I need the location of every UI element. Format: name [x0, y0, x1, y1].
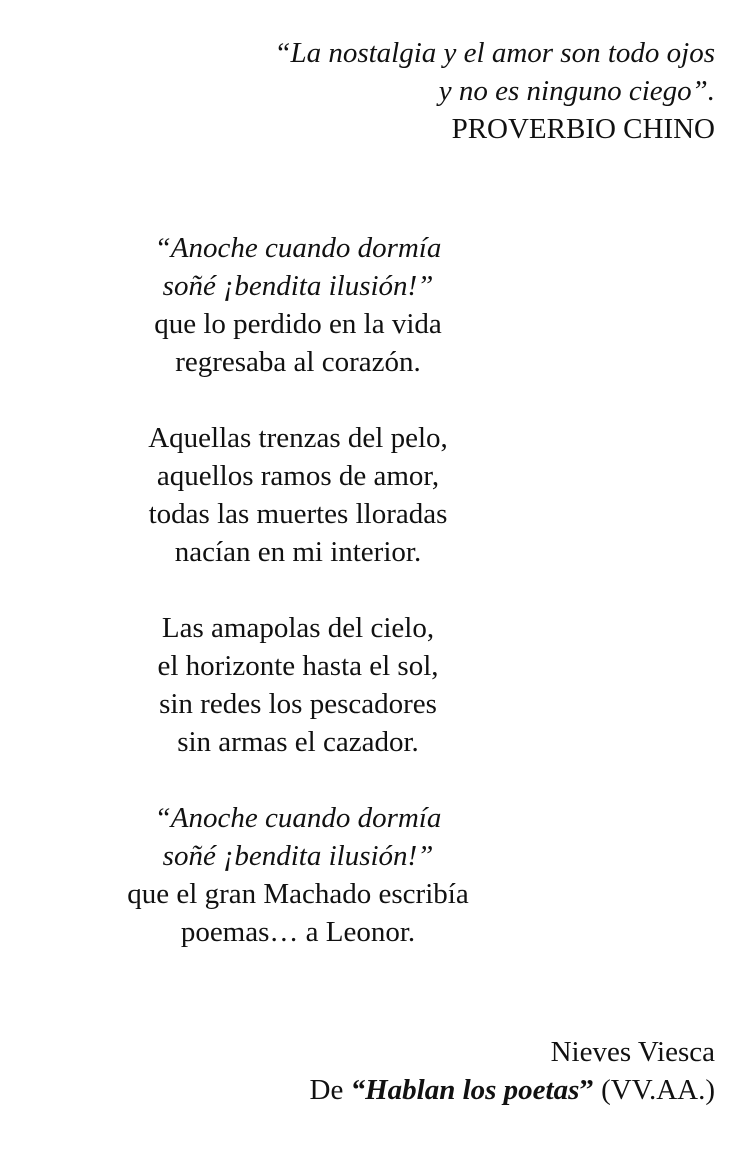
source-suffix: (VV.AA.)	[593, 1074, 715, 1106]
verse: Aquellas trenzas del pelo,	[148, 422, 448, 454]
stanza-3	[0, 609, 596, 761]
verse: sin armas el cazador.	[177, 726, 419, 758]
source-line	[310, 1071, 716, 1109]
verse: Las amapolas del cielo,	[161, 612, 435, 644]
verse: que el gran Machado escribía	[127, 878, 469, 910]
epigraph-source: PROVERBIO CHINO	[451, 113, 715, 145]
stanza-2	[0, 419, 596, 571]
verse: aquellos ramos de amor,	[156, 460, 440, 492]
verse: nacían en mi interior.	[174, 536, 422, 568]
author-name: Nieves Viesca	[550, 1036, 715, 1068]
verse: soñé ¡bendita ilusión!”	[162, 840, 434, 872]
epigraph-line-1: “La nostalgia y el amor son todo ojos	[274, 37, 715, 69]
poem-body	[0, 229, 596, 951]
book-title: “Hablan los poetas	[350, 1074, 580, 1106]
verse: el horizonte hasta el sol,	[157, 650, 439, 682]
stanza-1	[0, 229, 596, 381]
stanza-4	[0, 799, 596, 951]
verse: todas las muertes lloradas	[148, 498, 448, 530]
verse: soñé ¡bendita ilusión!”	[162, 270, 434, 302]
verse: regresaba al corazón.	[175, 346, 421, 378]
verse: “Anoche cuando dormía	[154, 232, 442, 264]
verse: “Anoche cuando dormía	[154, 802, 442, 834]
source-prefix: De	[309, 1074, 351, 1106]
verse: sin redes los pescadores	[159, 688, 437, 720]
book-close-quote: ”	[579, 1074, 594, 1106]
verse: que lo perdido en la vida	[154, 308, 442, 340]
epigraph	[274, 34, 715, 148]
epigraph-line-2: y no es ninguno ciego”.	[438, 75, 715, 107]
verse: poemas… a Leonor.	[180, 916, 416, 948]
signature	[310, 1033, 716, 1109]
